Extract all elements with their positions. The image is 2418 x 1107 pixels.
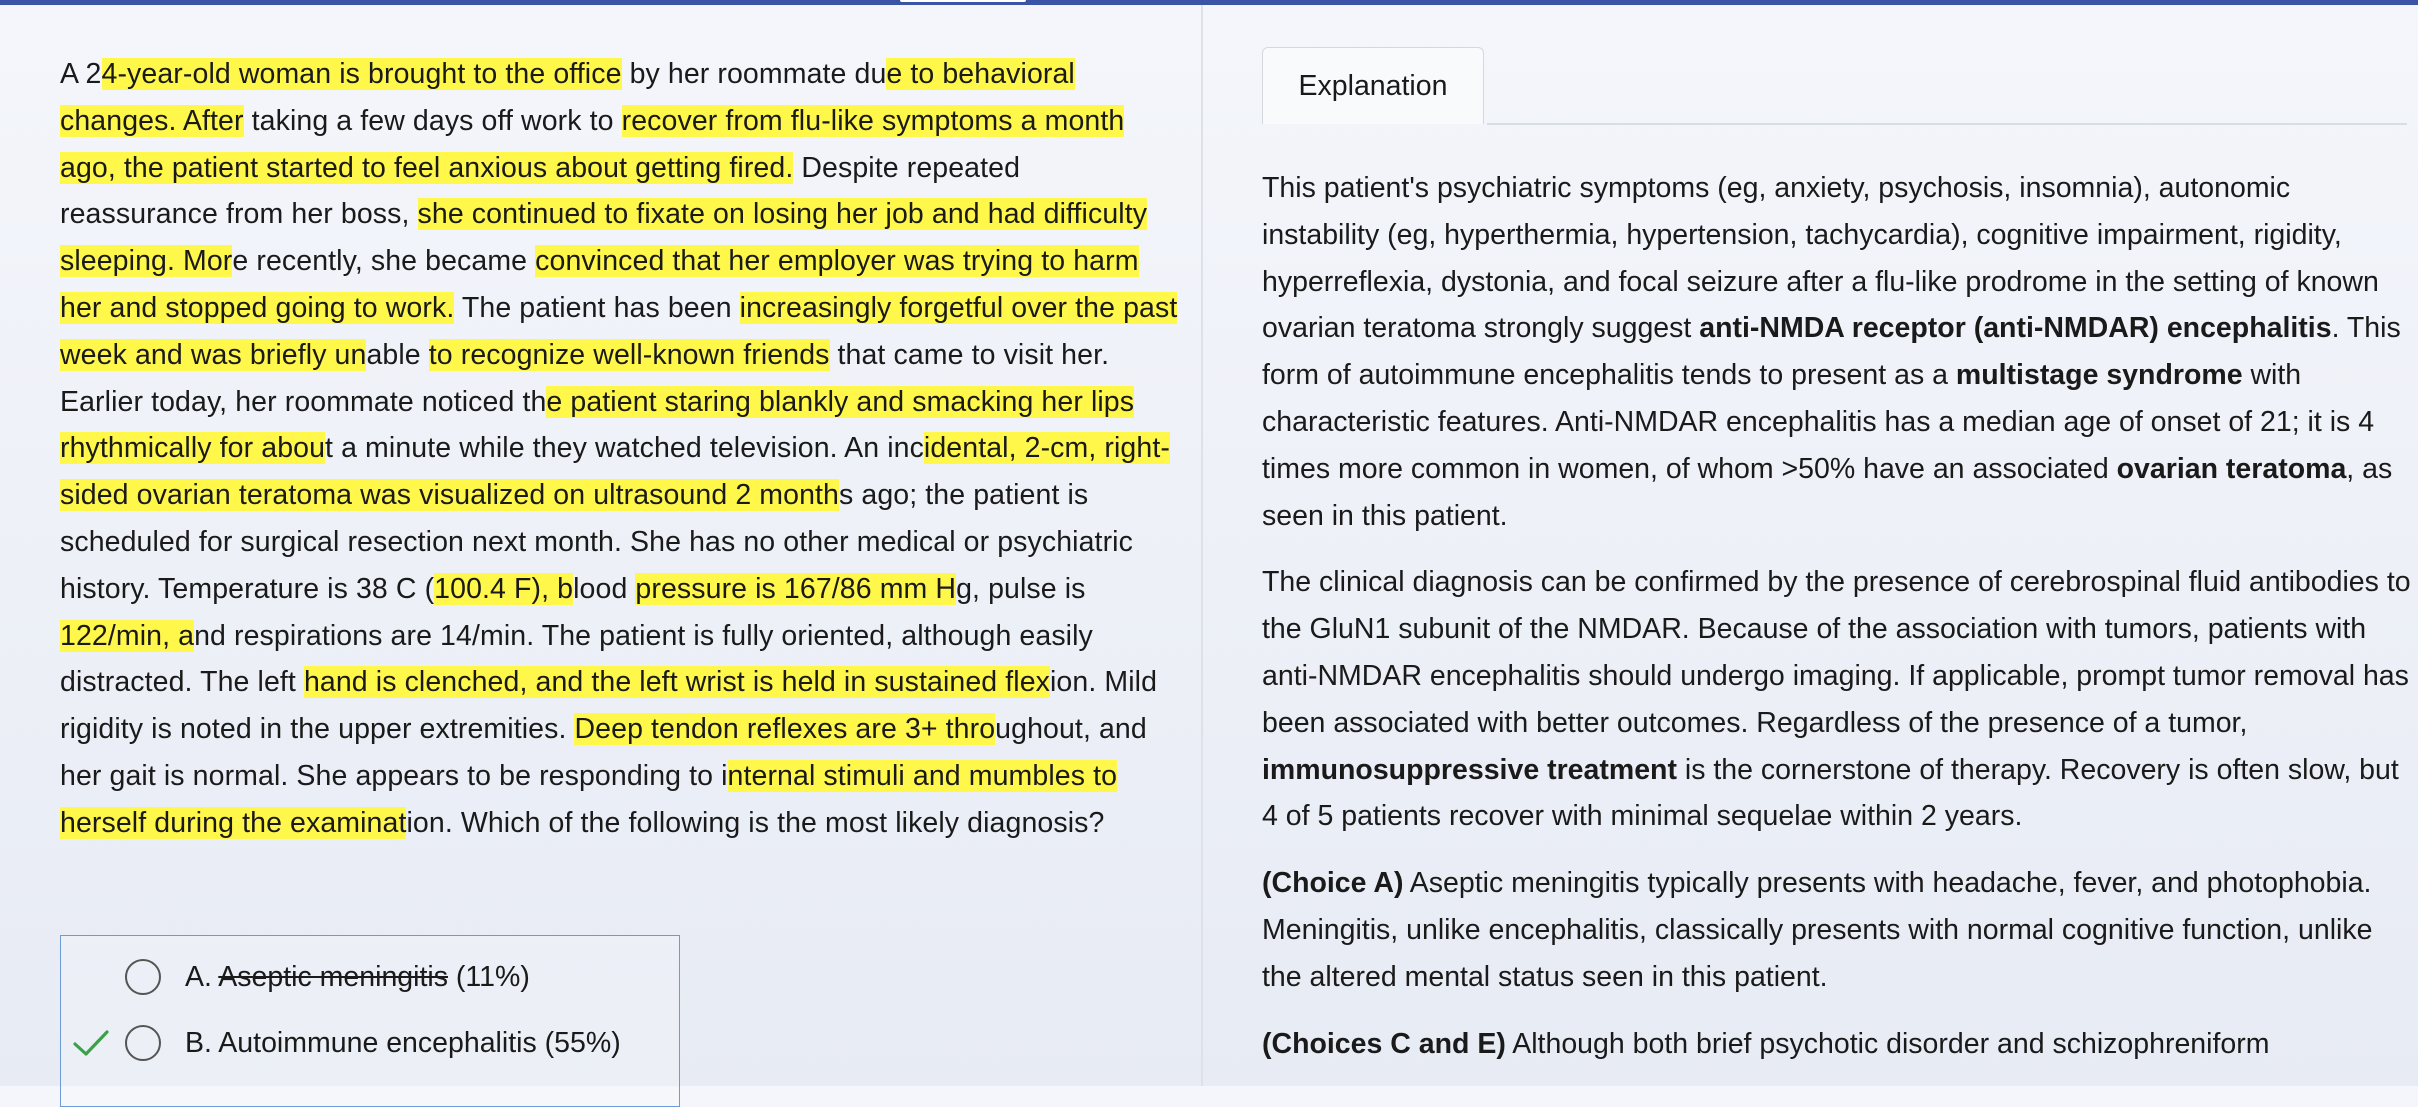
- choice-b-text: [185, 1027, 621, 1060]
- highlighted-text: hand is clenched, and the left wrist is held in sustained flex: [303, 666, 1050, 699]
- choice-percent: (11%): [455, 960, 530, 993]
- bold-text: multistage syndrome: [1955, 359, 2243, 392]
- choice-letter: B.: [185, 1026, 212, 1059]
- tab-explanation[interactable]: [1262, 47, 1484, 124]
- explanation-body: [1262, 165, 2412, 1087]
- highlighted-text: idental, 2-cm, right-sided ovarian teratoma was visualized on ultrasound 2 month: [60, 432, 1170, 512]
- question-stem: [60, 51, 1180, 847]
- tab-explanation-label: Explanation: [1298, 69, 1448, 102]
- highlighted-text: she continued to fixate on losing her job and had difficulty sleeping. Mor: [60, 198, 1148, 278]
- choice-a[interactable]: [61, 944, 679, 1010]
- highlighted-text: Deep tendon reflexes are 3+ thro: [574, 713, 996, 746]
- bold-text: immunosuppressive treatment: [1262, 753, 1677, 786]
- explanation-paragraph: [1262, 1021, 2412, 1068]
- highlighted-text: 4-year-old woman is brought to the office: [101, 58, 622, 90]
- explanation-text: Aseptic meningitis typically presents with headache, fever, and photophobia. Meningitis, unlike encephalitis, classically presents with normal cognitive function, unlike the altered mental status seen in this patient.: [1262, 867, 2373, 993]
- question-text: The patient has been: [454, 291, 740, 324]
- question-text: ion. Mild rigidity is noted in the upper extremities.: [60, 666, 1158, 746]
- bold-text: anti-NMDA receptor (anti-NMDAR) encephalitis: [1699, 312, 2332, 345]
- explanation-paragraph: [1262, 559, 2412, 840]
- question-text: e recently, she became: [232, 245, 536, 278]
- question-text: by her roommate du: [621, 58, 887, 90]
- bold-text: (Choice A): [1262, 867, 1404, 900]
- highlighted-text: convinced that her employer was trying to harm her and stopped going to work.: [60, 245, 1139, 324]
- tab-strip-divider: [1487, 123, 2407, 125]
- explanation-text: is the cornerstone of therapy. Recovery is often slow, but 4 of 5 patients recover with minimal sequelae within 2 years.: [1262, 753, 2399, 833]
- question-text: s ago; the patient is scheduled for surgical resection next month. She has no other medical or psychiatric history. Temperature is 38 C (: [60, 479, 1133, 605]
- explanation-text: Although both brief psychotic disorder and schizophreniform: [1505, 1027, 2270, 1060]
- highlighted-text: nternal stimuli and mumbles to herself during the examinat: [60, 759, 1118, 839]
- explanation-text: . This form of autoimmune encephalitis tends to present as a: [1262, 312, 2401, 392]
- question-text: that came to visit her. Earlier today, her roommate noticed th: [60, 338, 1110, 418]
- question-text: t a minute while they watched television. An inc: [325, 432, 924, 465]
- highlighted-text: 100.4 F), b: [434, 572, 574, 605]
- top-tab-indicator: [900, 0, 1026, 2]
- choice-label: Aseptic meningitis: [218, 960, 448, 993]
- highlighted-text: recover from flu-like symptoms a month ago, the patient started to feel anxious about getting fired.: [60, 104, 1125, 184]
- question-text: Despite repeated reassurance from her boss,: [60, 151, 1021, 231]
- question-text: ughout, and her gait is normal. She appears to be responding to i: [60, 713, 1147, 792]
- bold-text: ovarian teratoma: [2116, 452, 2347, 485]
- highlighted-text: pressure is 167/86 mm H: [635, 572, 957, 605]
- bold-text: (Choices C and E): [1262, 1027, 1506, 1060]
- explanation-text: This patient's psychiatric symptoms (eg, anxiety, psychosis, insomnia), autonomic instability (eg, hyperthermia, hypertension, tachycardia), cognitive impairment, rigidity, hyperreflexia, dystonia, and focal seizure after a flu-like prodrome in the setting of known ovarian teratoma strongly suggest: [1262, 172, 2379, 345]
- radio-circle-icon[interactable]: [125, 1025, 161, 1061]
- radio-circle-icon[interactable]: [125, 959, 161, 995]
- question-text: taking a few days off work to: [243, 104, 622, 137]
- check-icon: [71, 1023, 111, 1063]
- question-text: A 2: [60, 58, 102, 90]
- explanation-paragraph: [1262, 860, 2412, 1000]
- question-pane: [0, 5, 1200, 1086]
- question-text: lood: [573, 572, 636, 605]
- explanation-text: , as seen in this patient.: [1262, 452, 2393, 532]
- highlighted-text: 122/min, a: [60, 619, 195, 652]
- question-text: g, pulse is: [956, 572, 1086, 605]
- highlighted-text: e to behavioral changes. After: [60, 58, 1075, 137]
- choice-percent: (55%): [544, 1026, 621, 1059]
- question-text: able: [366, 338, 429, 371]
- choice-a-status: [71, 957, 111, 997]
- answer-choices: [60, 935, 680, 1107]
- highlighted-text: to recognize well-known friends: [428, 338, 830, 371]
- explanation-paragraph: [1262, 165, 2412, 539]
- question-text: ion. Which of the following is the most likely diagnosis?: [406, 806, 1105, 839]
- choice-label: Autoimmune encephalitis: [218, 1026, 537, 1059]
- highlighted-text: increasingly forgetful over the past week and was briefly un: [60, 291, 1178, 371]
- question-text: nd respirations are 14/min. The patient is fully oriented, although easily distracted. The left: [60, 619, 1093, 699]
- explanation-pane: [1204, 5, 2418, 1086]
- choice-letter: A.: [185, 960, 212, 993]
- choice-b[interactable]: [61, 1010, 679, 1076]
- explanation-text: with characteristic features. Anti-NMDAR encephalitis has a median age of onset of 21; it is 4 times more common in women, of whom >50% have an associated: [1262, 359, 2375, 485]
- pane-divider[interactable]: [1201, 5, 1203, 1086]
- explanation-text: The clinical diagnosis can be confirmed by the presence of cerebrospinal fluid antibodies to the GluN1 subunit of the NMDAR. Because of the association with tumors, patients with anti-NMDAR encephalitis should undergo imaging. If applicable, prompt tumor removal has been associated with better outcomes. Regardless of the presence of a tumor,: [1262, 566, 2411, 739]
- highlighted-text: e patient staring blankly and smacking her lips rhythmically for abou: [60, 385, 1135, 465]
- choice-a-text: [185, 961, 530, 994]
